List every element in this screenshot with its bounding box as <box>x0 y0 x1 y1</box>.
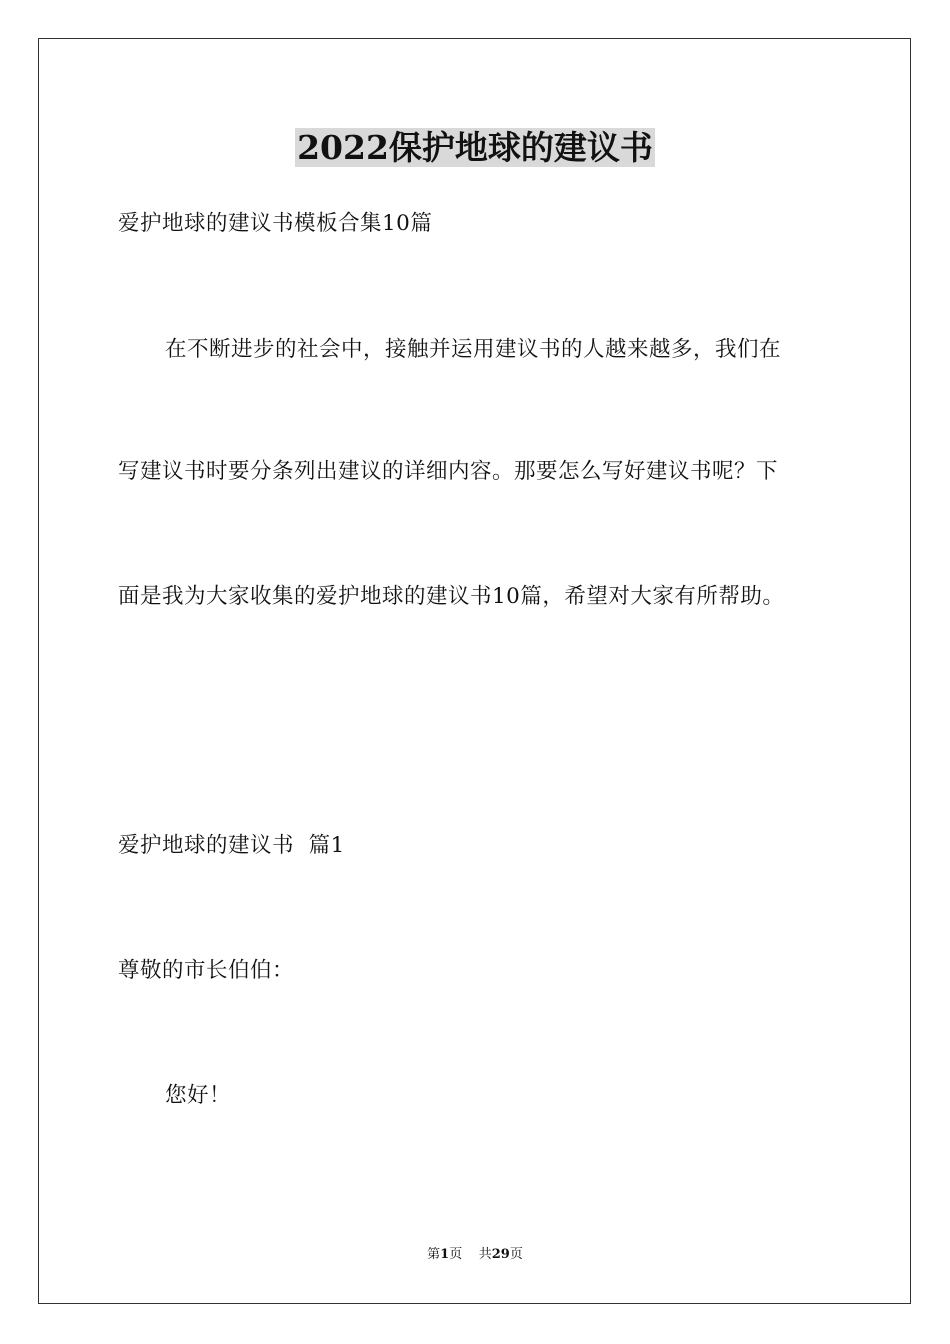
greeting: 您好！ <box>165 1083 232 1108</box>
footer-page-total: 29 <box>491 1247 510 1262</box>
document-subtitle: 爱护地球的建议书模板合集10篇 <box>118 211 433 236</box>
page-footer <box>0 1246 950 1264</box>
document-title-text: 2022保护地球的建议书 <box>297 128 653 167</box>
intro-line-3: 面是我为大家收集的爱护地球的建议书10篇，希望对大家有所帮助。 <box>118 584 785 609</box>
intro-line-1: 在不断进步的社会中，接触并运用建议书的人越来越多，我们在 <box>165 337 782 362</box>
intro-line-2: 写建议书时要分条列出建议的详细内容。那要怎么写好建议书呢？下 <box>118 459 779 484</box>
footer-prefix: 第 <box>427 1247 441 1262</box>
document-title <box>0 126 950 170</box>
footer-mid: 页 共 <box>449 1247 492 1262</box>
footer-page-current: 1 <box>440 1247 450 1262</box>
section-heading: 爱护地球的建议书 篇1 <box>118 833 345 858</box>
salutation: 尊敬的市长伯伯： <box>118 958 295 983</box>
footer-suffix: 页 <box>509 1247 523 1262</box>
